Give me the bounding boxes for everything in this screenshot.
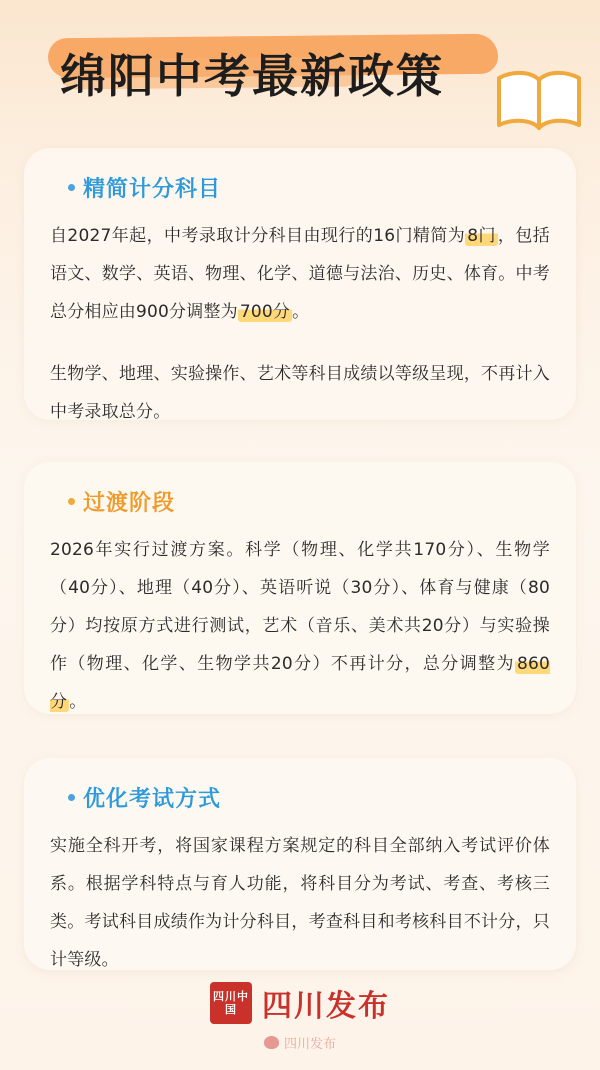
section-header [68,782,550,813]
section-title: 过渡阶段 [83,491,176,516]
bullet-dot-icon [68,184,75,191]
section-header [68,486,550,517]
highlight-text: 700分 [239,302,291,322]
header [0,0,600,150]
page-title: 绵阳中考最新政策 [60,49,444,103]
section-title: 精简计分科目 [83,177,222,202]
section-card-simplify-subjects [24,148,576,420]
section-paragraph: 实施全科开考，将国家课程方案规定的科目全部纳入考试评价体系。根据学科特点与育人功能，将科目分为考试、考查、考核三类。考试科目成绩作为计分科目，考查科目和考核科目不计分，只计等级。 [50,836,550,970]
brand-name: 四川发布 [262,989,390,1024]
section-title: 优化考试方式 [83,787,222,812]
section-paragraph: 生物学、地理、实验操作、艺术等科目成绩以等级呈现，不再计入中考录取总分。 [50,364,550,422]
section-card-optimize-exam-method [24,758,576,970]
weibo-eye-icon [264,1036,279,1049]
section-paragraph: 自2027年起，中考录取计分科目由现行的16门精简为 8门 ，包括语文、数学、英语、物理、化学、道德与法治、历史、体育。中考总分相应由900分调整为 700分 。 [50,226,550,322]
highlight-text: 860分 [50,654,550,712]
weibo-watermark [0,1033,600,1052]
seal-icon: 四川中国 [210,982,252,1024]
bullet-dot-icon [68,498,75,505]
section-card-transition-stage [24,462,576,714]
weibo-label: 四川发布 [283,1037,336,1052]
highlight-text: 8门 [467,226,496,246]
section-header [68,172,550,203]
open-book-icon [496,68,582,134]
footer [0,981,600,1052]
bullet-dot-icon [68,794,75,801]
section-paragraph: 2026年实行过渡方案。科学（物理、化学共170分）、生物学（40分）、地理（40分）、英语听说（30分）、体育与健康（80分）均按原方式进行测试，艺术（音乐、美术共20分）与实验操作（物理、化学、生物学共20分）不再计分，总分调整为 860分 。 [50,540,550,712]
brand-row [0,981,600,1025]
